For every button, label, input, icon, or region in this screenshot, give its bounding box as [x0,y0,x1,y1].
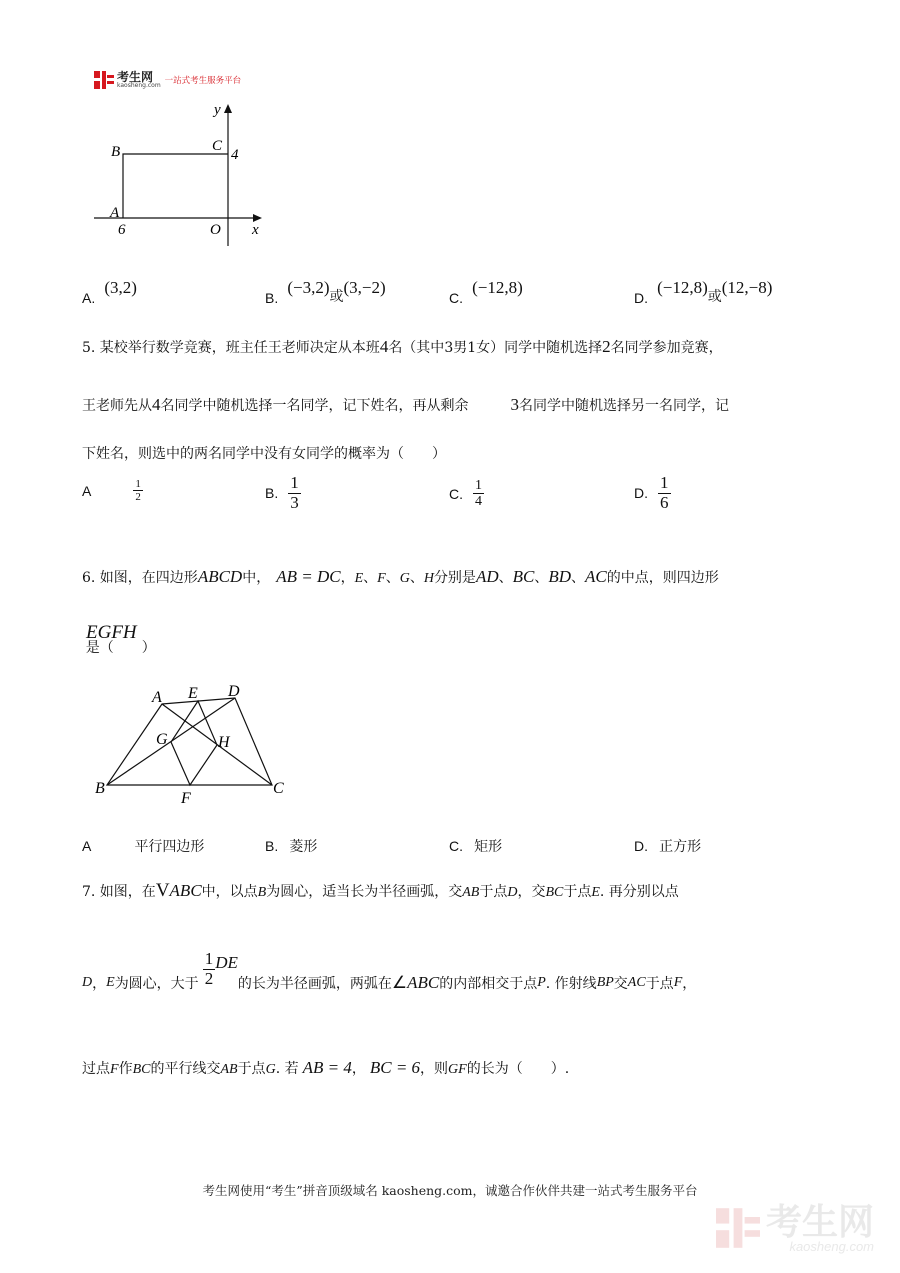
q4-option-c[interactable] [449,278,523,306]
q6-text: 的中点，则四边形 [606,570,719,586]
q5-text: 名同学中随机选择另一名同学，记 [519,398,729,414]
origin-label: O [210,222,221,238]
q7-math: GF [448,1062,467,1077]
y-axis-label: y [214,102,221,118]
q7-math: D [82,975,93,991]
q5-text: 名（其中 [388,340,445,356]
q6-text: 中， [242,570,271,586]
brand-logo-icon [94,70,114,90]
fig-label-d: D [228,683,240,700]
option-text: 矩形 [474,839,503,855]
fig-label-a: A [152,689,162,706]
fraction-numerator: 1 [290,473,299,492]
q4-option-a[interactable] [82,278,137,306]
q6-text: 、 [571,570,586,586]
q5-number: 4 [152,395,161,414]
q7-math: V [155,880,170,901]
q7-math: AB [462,885,480,900]
q4-option-b[interactable] [265,278,386,306]
page-footer: 考生网使用“考生”拼音顶级域名 kaosheng.com，诚邀合作伙伴共建一站式考生服务平台 [202,1183,698,1198]
q7-text: 的平行线交 [150,1061,221,1077]
q6-option-a[interactable] [82,836,204,856]
option-label: C. [449,838,463,854]
option-text: (−12,8) [657,278,708,297]
q6-math: EGFH [86,622,137,643]
option-label: C. [449,485,463,502]
q7-math: ABC [169,881,202,900]
q5-text: 5. 某校举行数学竞赛，班主任王老师决定从本班 [82,340,380,356]
option-text: (−12,8) [472,278,523,297]
option-label: A [82,482,92,499]
q5-number: 2 [602,337,611,356]
q6-math: F [377,571,386,586]
q7-math: BC [545,885,564,900]
q6-math: ABCD [197,567,243,586]
q7-stem-line2 [82,949,697,993]
option-label: A [82,838,92,854]
q7-stem-line3 [82,1058,569,1078]
option-label: B. [265,838,279,854]
q6-option-c[interactable] [449,836,502,856]
option-text-2: (3,−2) [343,278,386,297]
quad-abcd [107,698,272,785]
brand-domain: kaosheng.com [117,82,161,89]
brand-slogan: 一站式考生服务平台 [164,76,242,86]
option-fraction [473,478,484,510]
fig-label-g: G [156,731,168,748]
q7-math: D [507,885,518,900]
q5-text: 男 [453,340,468,356]
fraction-denominator: 2 [135,491,141,504]
tick-4-label: 4 [231,147,239,163]
option-fraction [658,474,671,512]
q7-math: AB [220,1062,238,1077]
rectangle-abco [123,154,228,218]
option-or: 或 [329,289,344,305]
q6-math: G [399,571,410,586]
q7-text: 的长为半径画弧，两弧在 [237,976,392,993]
fraction-numerator: 1 [135,478,141,490]
q7-text: 于点 [479,884,508,900]
q7-stem-line1 [82,880,679,902]
brand-name: 考生网 [117,70,154,84]
q7-math: E [591,885,600,900]
q7-text: ， [682,976,697,993]
option-label: D. [634,290,648,306]
q6-option-d[interactable] [634,836,701,856]
q5-stem-line2 [82,395,729,415]
fig-label-e: E [188,685,198,702]
q5-text: 名同学参加竞赛， [610,340,723,356]
q7-text: . 作射线 [545,976,597,993]
option-text: 正方形 [659,839,702,855]
q7-text: 于点 [237,1061,266,1077]
q7-text: 的内部相交于点 [439,976,538,993]
option-label: D. [634,838,648,854]
q7-math: ∠ [391,973,408,993]
q5-number: 3 [510,395,519,414]
q7-math: DE [215,953,238,973]
q6-math: AC [585,567,607,586]
option-text: 平行四边形 [134,839,205,855]
q7-text: 为圆心，适当长为半径画弧，交 [266,884,463,900]
brand-logo [94,70,241,90]
q5-number: 1 [467,340,477,356]
option-fraction [133,478,143,503]
q7-text: ， [351,1061,366,1077]
q7-math: B [257,885,267,900]
q7-text: 于点 [563,884,592,900]
q7-text: 的长为（ ）. [466,1061,570,1077]
q5-number: 4 [379,337,389,356]
point-b-label: B [111,144,121,160]
q6-quadrilateral-figure [92,680,292,808]
fig-label-b: B [95,780,105,797]
q6-text: 分别是 [433,570,476,586]
q7-half-fraction [203,950,216,988]
q7-text: ，则 [420,1061,449,1077]
q6-math: AB = DC [276,567,341,586]
watermark-logo-icon [716,1203,760,1253]
option-fraction [288,474,301,512]
quad-egfh [171,701,217,785]
q5-stem-line3: 下姓名，则选中的两名同学中没有女同学的概率为（ ） [82,446,446,462]
q7-math: F [673,975,683,991]
q6-option-b[interactable] [265,836,317,856]
q6-text: 6. 如图，在四边形 [82,570,198,586]
option-label: A. [82,290,96,306]
q6-math: H [423,571,434,586]
q5-text: 王老师先从 [82,398,152,414]
q7-math: BP [596,975,614,991]
x-axis-label: x [252,222,259,238]
q7-math: P [537,975,546,991]
q6-text: 、 [409,570,424,586]
q7-text: ，交 [517,884,546,900]
fraction-numerator: 1 [204,949,214,968]
q7-text: ， [92,976,107,993]
q7-math: BC [132,1062,151,1077]
option-text-2: (12,−8) [721,278,773,297]
q6-text: 、 [534,570,549,586]
q6-text: 、 [363,570,378,586]
q5-option-b[interactable] [265,474,301,512]
fig-label-c: C [273,780,284,797]
q7-text: 7. 如图，在 [82,884,156,900]
q6-math: AD [475,567,499,586]
q7-text: . 再分别以点 [599,884,679,900]
q6-text: 是（ ） [85,640,156,656]
q7-math: AB = 4 [302,1058,352,1077]
option-label: B. [265,485,279,502]
fraction-denominator: 6 [660,492,669,512]
point-a-label: A [110,205,120,221]
point-c-label: C [212,138,223,154]
q6-stem-line2 [85,622,212,656]
option-text: (−3,2) [287,278,330,297]
q7-math: G [265,1062,276,1077]
fraction-numerator: 1 [475,478,482,493]
q4-coordinate-figure [90,98,270,248]
q7-text: 于点 [645,976,674,993]
q5-text: 女）同学中随机选择 [476,340,603,356]
q7-text: 作 [118,1061,133,1077]
q5-number: 3 [444,340,454,356]
q6-text: ， [340,570,355,586]
x-axis-arrow [253,214,262,222]
q4-option-d[interactable] [634,278,773,306]
q7-text: 中，以点 [201,884,258,900]
fig-label-f: F [181,790,191,807]
option-label: C. [449,290,463,306]
fraction-denominator: 3 [290,492,299,512]
q7-math: ABC [407,973,440,993]
watermark-logo [716,1200,875,1254]
q5-option-d[interactable] [634,474,671,512]
y-axis-arrow [224,104,232,113]
q7-math: AC [627,975,646,991]
q7-text: 过点 [82,1061,110,1077]
fig-label-h: H [218,734,230,751]
fraction-numerator: 1 [660,473,669,492]
option-label: B. [265,290,279,306]
q6-text: 、 [498,570,513,586]
q7-math: BC = 6 [369,1058,421,1077]
watermark-domain: kaosheng.com [789,1238,875,1254]
q6-text: 、 [385,570,400,586]
fraction-denominator: 2 [204,968,214,988]
q6-math: E [354,571,364,586]
q5-stem-line1 [82,337,723,357]
q5-option-c[interactable] [449,478,484,510]
option-text: 菱形 [289,839,318,855]
q6-math: BD [548,567,572,586]
q7-text: 为圆心，大于 [114,976,199,993]
option-text: (3,2) [104,278,137,297]
q6-math: BC [512,567,535,586]
q7-text: 交 [613,976,628,993]
q7-math: E [106,975,115,991]
q7-text: . 若 [275,1061,299,1077]
q7-math: F [110,1062,119,1077]
option-label: D. [634,485,648,502]
fraction-denominator: 4 [475,494,482,510]
q5-text: 名同学中随机选择一名同学，记下姓名，再从剩余 [160,398,469,414]
watermark-name: 考生网 [766,1200,875,1242]
option-or: 或 [707,289,722,305]
q5-option-a[interactable] [82,478,143,503]
q6-stem-line1 [82,567,719,587]
tick-6-label: 6 [118,222,126,238]
